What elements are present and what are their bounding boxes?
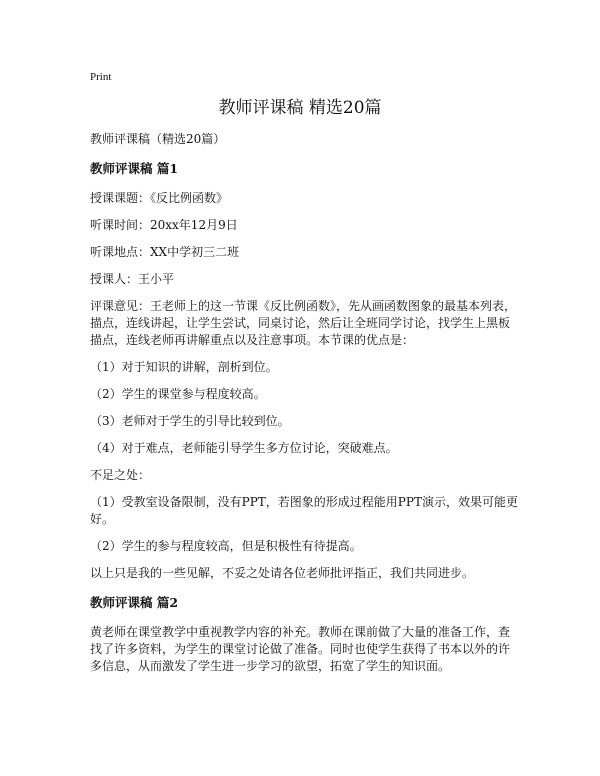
section-2-paragraph: 黄老师在课堂教学中重视教学内容的补充。教师在课前做了大量的准备工作，查找了许多资料，为学生的课堂讨论做了准备。同时也使学生获得了书本以外的许多信息，从而激发了学生进一步学习的欲望，拓宽了学生的知识面。 (90, 625, 511, 673)
document-subtitle: 教师评课稿（精选20篇） (90, 132, 226, 146)
listening-location: 听课地点：XX中学初三二班 (90, 245, 240, 259)
strength-1: （1）对于知识的讲解，剖析到位。 (90, 360, 278, 374)
section-heading-1: 教师评课稿 篇1 (90, 161, 179, 176)
document-content (90, 131, 520, 675)
closing-note: 以上只是我的一些见解，不妥之处请各位老师批评指正，我们共同进步。 (90, 566, 475, 580)
teacher-name: 授课人：王小平 (90, 272, 175, 286)
evaluation-paragraph: 评课意见：王老师上的这一节课《反比例函数》，先从画函数图象的最基本列表，描点，连线讲起，让学生尝试，同桌讨论，然后让全班同学讨论，找学生上黑板描点，连线老师再讲解重点以及注意事项。本节课的优点是： (90, 299, 517, 347)
shortcomings-label: 不足之处： (90, 468, 151, 482)
print-label[interactable]: Print (90, 71, 112, 83)
shortcoming-2: （2）学生的参与程度较高，但是积极性有待提高。 (90, 539, 362, 553)
strength-4: （4）对于难点，老师能引导学生多方位讨论，突破难点。 (90, 441, 398, 455)
strength-3: （3）老师对于学生的引导比较到位。 (90, 414, 290, 428)
section-heading-2: 教师评课稿 篇2 (90, 595, 179, 610)
strength-2: （2）学生的课堂参与程度较高。 (90, 387, 266, 401)
shortcoming-1: （1）受教室设备限制，没有PPT，若图象的形成过程能用PPT演示，效果可能更好。 (90, 495, 518, 526)
document-title: 教师评课稿 精选20篇 (218, 98, 382, 118)
course-topic: 授课课题：《反比例函数》 (90, 191, 229, 205)
listening-time: 听课时间：20xx年12月9日 (90, 218, 238, 232)
